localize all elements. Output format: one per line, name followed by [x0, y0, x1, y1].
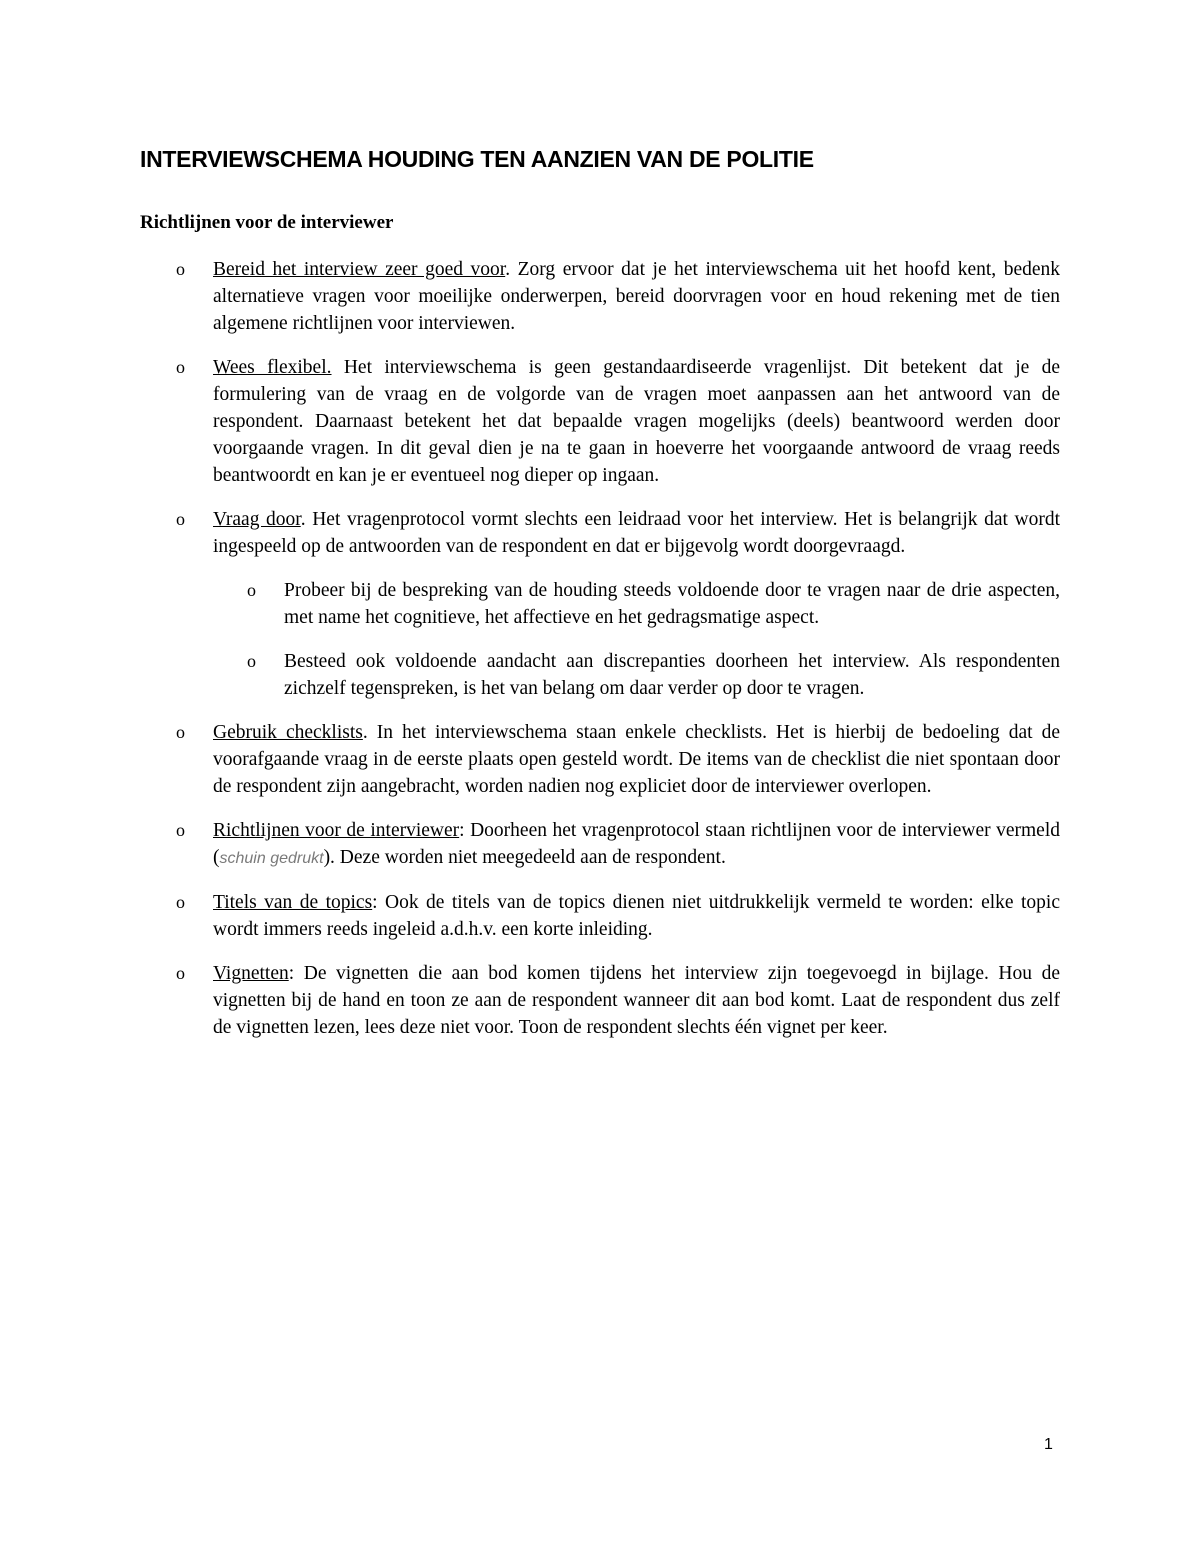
sub-item-text: Besteed ook voldoende aandacht aan discrepanties doorheen het interview. Als respondenten zichzelf tegenspreken, is het van belang om daar verder op door te vragen.: [284, 651, 1060, 699]
item-text: Het interviewschema is geen gestandaardiseerde vragenlijst. Dit betekent dat je de formulering van de vraag en de volgorde van de vragen moet aanpassen aan het antwoord van de respondent. Daarnaast betekent het dat bepaalde vragen mogelijks (deels) beantwoord werden door voorgaande vragen. In dit geval dien je na te gaan in hoeverre het voorgaande antwoord de vraag reeds beantwoordt en kan je er eventueel nog dieper op ingaan.: [213, 357, 1060, 486]
circle-bullet-icon: o: [176, 963, 185, 983]
sub-guidelines-list: [213, 577, 1060, 702]
list-item: [140, 354, 1060, 489]
item-heading: Vignetten: [213, 963, 289, 984]
item-heading: Gebruik checklists: [213, 722, 363, 743]
item-separator: [332, 357, 344, 378]
italic-note: schuin gedrukt: [219, 850, 324, 867]
item-separator: :: [372, 892, 386, 913]
item-separator: .: [362, 722, 377, 743]
item-heading: Titels van de topics: [213, 892, 373, 913]
circle-bullet-icon: o: [247, 651, 256, 671]
item-text: Ook de titels van de topics dienen niet uitdrukkelijk vermeld te worden: elke topic wordt immers reeds ingeleid a.d.h.v. een korte inleiding.: [213, 892, 1060, 940]
circle-bullet-icon: o: [176, 892, 185, 912]
page-title: INTERVIEWSCHEMA HOUDING TEN AANZIEN VAN DE POLITIE: [140, 146, 814, 172]
item-text: Het vragenprotocol vormt slechts een leidraad voor het interview. Het is belangrijk dat wordt ingespeeld op de antwoorden van de respondent en dat er bijgevolg wordt doorgevraagd.: [213, 509, 1060, 557]
list-item: [140, 506, 1060, 702]
circle-bullet-icon: o: [176, 509, 185, 529]
sub-list-item: [213, 577, 1060, 631]
item-text: ). Deze worden niet meegedeeld aan de respondent.: [323, 847, 726, 868]
item-heading: Vraag door: [213, 509, 301, 530]
item-text: In het interviewschema staan enkele checklists. Het is hierbij de bedoeling dat de voorafgaande vraag in de eerste plaats open gesteld wordt. De items van de checklist die niet spontaan door de respondent zijn aangebracht, worden nadien nog expliciet door de interviewer overlopen.: [213, 722, 1060, 797]
circle-bullet-icon: o: [176, 820, 185, 840]
sub-item-text: Probeer bij de bespreking van de houding steeds voldoende door te vragen naar de drie aspecten, met name het cognitieve, het affectieve en het gedragsmatige aspect.: [284, 580, 1060, 628]
item-text: Zorg ervoor dat je het interviewschema uit het hoofd kent, bedenk alternatieve vragen voor moeilijke onderwerpen, bereid doorvragen voor en houd rekening met de tien algemene richtlijnen voor interviewen.: [213, 259, 1060, 334]
guidelines-list: [140, 256, 1060, 1058]
item-separator: :: [459, 820, 471, 841]
circle-bullet-icon: o: [176, 357, 185, 377]
item-heading: Bereid het interview zeer goed voor: [213, 259, 506, 280]
circle-bullet-icon: o: [247, 580, 256, 600]
circle-bullet-icon: o: [176, 722, 185, 742]
list-item: [140, 256, 1060, 337]
item-heading: Wees flexibel.: [213, 357, 332, 378]
list-item: [140, 889, 1060, 943]
item-separator: .: [300, 509, 313, 530]
item-separator: :: [288, 963, 304, 984]
circle-bullet-icon: o: [176, 259, 185, 279]
item-heading: Richtlijnen voor de interviewer: [213, 820, 460, 841]
section-heading: Richtlijnen voor de interviewer: [140, 212, 394, 233]
item-text: Doorheen het vragenprotocol staan richtlijnen voor de interviewer vermeld (: [213, 820, 1061, 868]
sub-list-item: [213, 648, 1060, 702]
item-separator: .: [505, 259, 518, 280]
page-number: 1: [1044, 1436, 1053, 1453]
item-text: De vignetten die aan bod komen tijdens het interview zijn toegevoegd in bijlage. Hou de vignetten bij de hand en toon ze aan de respondent wanneer dit aan bod komt. Laat de respondent dus zelf de vignetten lezen, lees deze niet voor. Toon de respondent slechts één vignet per keer.: [213, 963, 1060, 1038]
list-item: [140, 719, 1060, 800]
list-item: [140, 817, 1060, 872]
list-item: [140, 960, 1060, 1041]
